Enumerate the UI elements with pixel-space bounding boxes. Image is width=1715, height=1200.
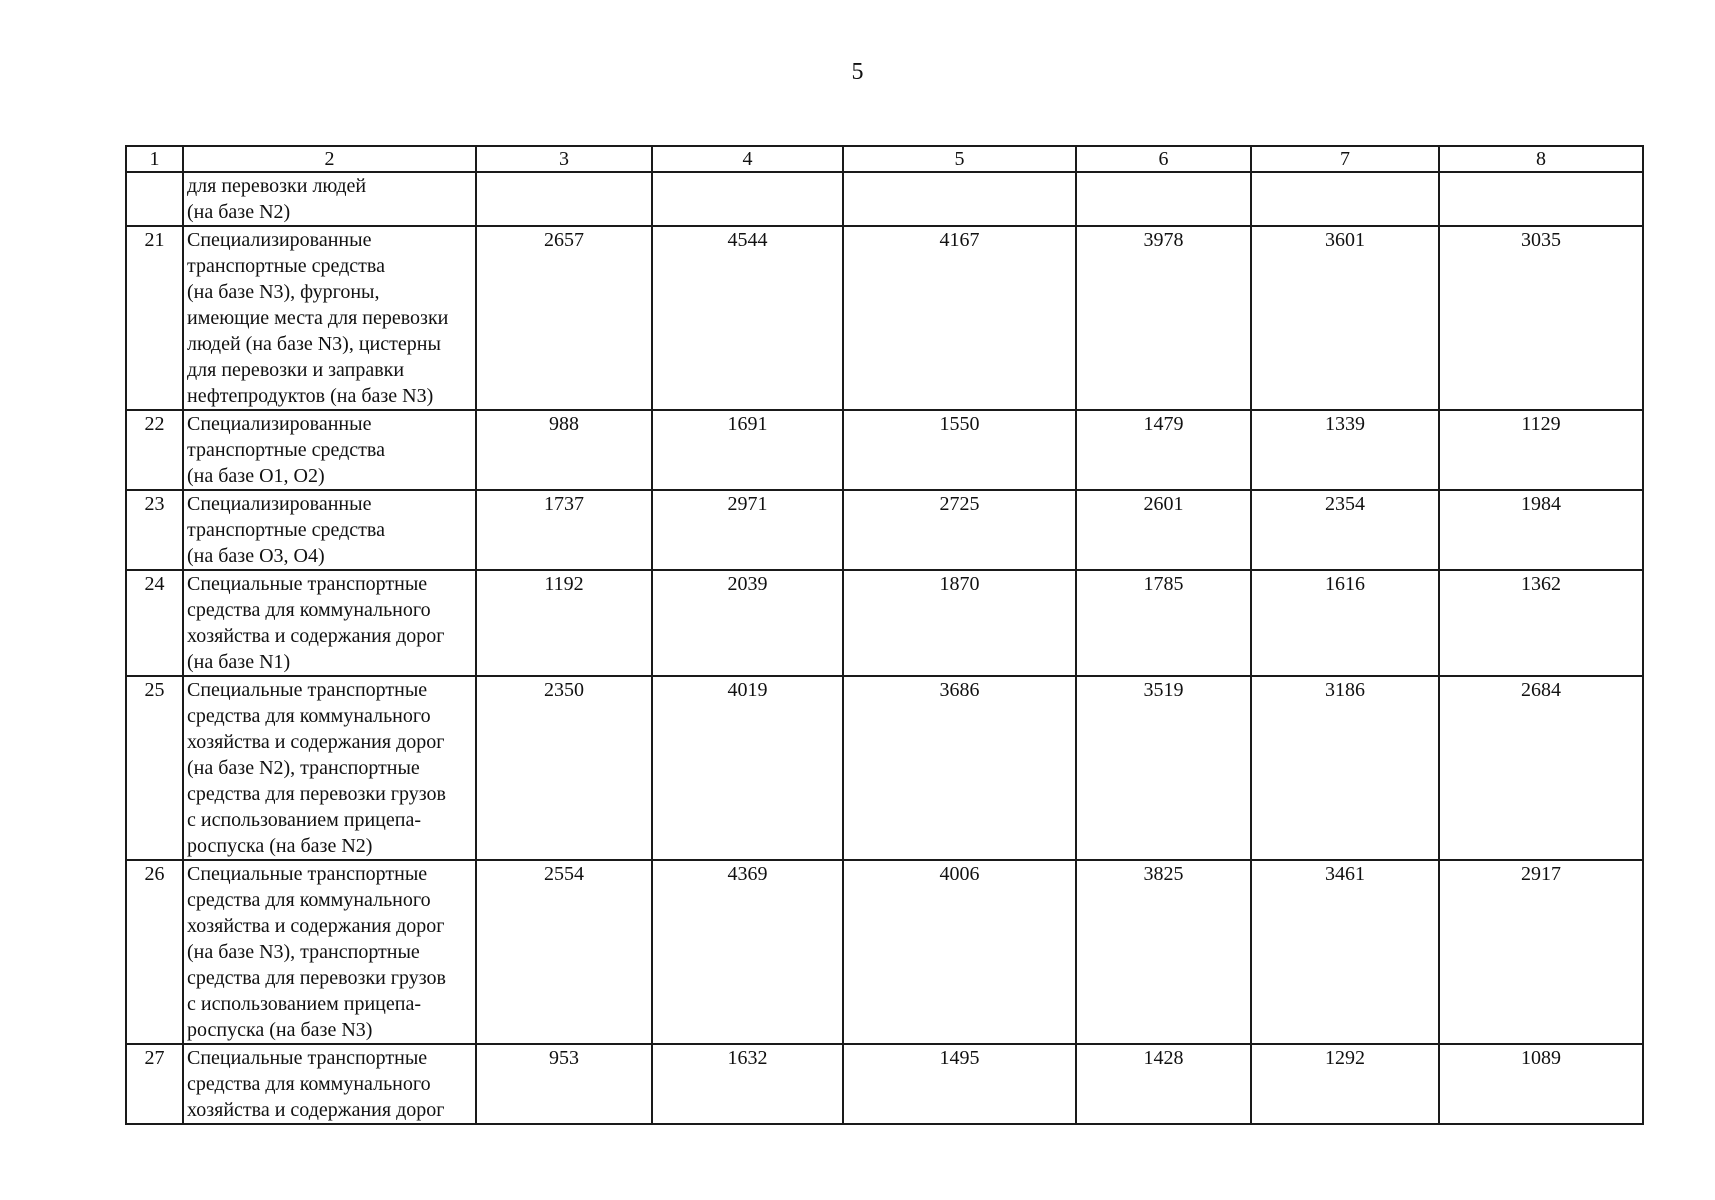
value-cell-col-7: 1339 (1251, 410, 1439, 490)
value-cell-col-3: 1737 (476, 490, 652, 570)
value-cell-col-4: 2039 (652, 570, 843, 676)
column-header-1: 1 (126, 146, 183, 172)
column-header-7: 7 (1251, 146, 1439, 172)
value-cell-col-4: 2971 (652, 490, 843, 570)
vehicle-category-name: Специализированные транспортные средства (на базе O3, O4) (183, 490, 476, 570)
value-cell-col-7: 1616 (1251, 570, 1439, 676)
header-row (126, 146, 1643, 172)
table-header (126, 146, 1643, 172)
vehicle-category-name: Специализированные транспортные средства (на базе N3), фургоны, имеющие места для перевозки людей (на базе N3), цистерны для перевозки и заправки нефтепродуктов (на базе N3) (183, 226, 476, 410)
vehicle-category-name: Специальные транспортные средства для коммунального хозяйства и содержания дорог (на базе N1) (183, 570, 476, 676)
row-number: 21 (126, 226, 183, 410)
table-row (126, 1044, 1643, 1124)
value-cell-col-8: 2684 (1439, 676, 1643, 860)
value-cell-col-8: 1984 (1439, 490, 1643, 570)
column-header-3: 3 (476, 146, 652, 172)
value-cell-col-7: 3461 (1251, 860, 1439, 1044)
value-cell-col-5: 1550 (843, 410, 1076, 490)
value-cell-col-5: 2725 (843, 490, 1076, 570)
value-cell-col-8: 1089 (1439, 1044, 1643, 1124)
column-header-8: 8 (1439, 146, 1643, 172)
row-number: 27 (126, 1044, 183, 1124)
value-cell-col-3: 2657 (476, 226, 652, 410)
value-cell-col-4: 4544 (652, 226, 843, 410)
value-cell-col-5: 1870 (843, 570, 1076, 676)
vehicle-category-name: для перевозки людей (на базе N2) (183, 172, 476, 226)
row-number: 25 (126, 676, 183, 860)
vehicle-category-name: Специализированные транспортные средства (на базе O1, O2) (183, 410, 476, 490)
table-row (126, 676, 1643, 860)
value-cell-col-6: 3825 (1076, 860, 1251, 1044)
value-cell-col-3: 1192 (476, 570, 652, 676)
rates-table (125, 145, 1644, 1125)
value-cell-col-8: 1129 (1439, 410, 1643, 490)
value-cell-col-7 (1251, 172, 1439, 226)
value-cell-col-6: 1785 (1076, 570, 1251, 676)
vehicle-category-name: Специальные транспортные средства для коммунального хозяйства и содержания дорог (183, 1044, 476, 1124)
table-row (126, 226, 1643, 410)
value-cell-col-3: 953 (476, 1044, 652, 1124)
value-cell-col-6: 3978 (1076, 226, 1251, 410)
value-cell-col-4: 1632 (652, 1044, 843, 1124)
table-row (126, 490, 1643, 570)
row-number: 26 (126, 860, 183, 1044)
table-row (126, 172, 1643, 226)
value-cell-col-6: 1479 (1076, 410, 1251, 490)
row-number: 23 (126, 490, 183, 570)
page-number: 5 (851, 59, 864, 85)
value-cell-col-6: 2601 (1076, 490, 1251, 570)
value-cell-col-5: 4006 (843, 860, 1076, 1044)
value-cell-col-5: 3686 (843, 676, 1076, 860)
value-cell-col-8: 1362 (1439, 570, 1643, 676)
value-cell-col-8 (1439, 172, 1643, 226)
value-cell-col-3: 2554 (476, 860, 652, 1044)
value-cell-col-5 (843, 172, 1076, 226)
column-header-2: 2 (183, 146, 476, 172)
column-header-4: 4 (652, 146, 843, 172)
value-cell-col-8: 2917 (1439, 860, 1643, 1044)
value-cell-col-6 (1076, 172, 1251, 226)
value-cell-col-3 (476, 172, 652, 226)
row-number (126, 172, 183, 226)
table-body (126, 172, 1643, 1124)
value-cell-col-7: 3601 (1251, 226, 1439, 410)
vehicle-category-name: Специальные транспортные средства для коммунального хозяйства и содержания дорог (на базе N2), транспортные средства для перевозки грузов с использованием прицепа- роспуска (на базе N2) (183, 676, 476, 860)
value-cell-col-7: 3186 (1251, 676, 1439, 860)
value-cell-col-5: 1495 (843, 1044, 1076, 1124)
row-number: 22 (126, 410, 183, 490)
table-row (126, 570, 1643, 676)
value-cell-col-8: 3035 (1439, 226, 1643, 410)
value-cell-col-6: 1428 (1076, 1044, 1251, 1124)
value-cell-col-5: 4167 (843, 226, 1076, 410)
value-cell-col-6: 3519 (1076, 676, 1251, 860)
value-cell-col-3: 988 (476, 410, 652, 490)
column-header-5: 5 (843, 146, 1076, 172)
column-header-6: 6 (1076, 146, 1251, 172)
value-cell-col-3: 2350 (476, 676, 652, 860)
value-cell-col-7: 2354 (1251, 490, 1439, 570)
value-cell-col-4: 1691 (652, 410, 843, 490)
vehicle-category-name: Специальные транспортные средства для коммунального хозяйства и содержания дорог (на базе N3), транспортные средства для перевозки грузов с использованием прицепа- роспуска (на базе N3) (183, 860, 476, 1044)
row-number: 24 (126, 570, 183, 676)
value-cell-col-7: 1292 (1251, 1044, 1439, 1124)
value-cell-col-4 (652, 172, 843, 226)
value-cell-col-4: 4019 (652, 676, 843, 860)
table-row (126, 860, 1643, 1044)
value-cell-col-4: 4369 (652, 860, 843, 1044)
table-row (126, 410, 1643, 490)
